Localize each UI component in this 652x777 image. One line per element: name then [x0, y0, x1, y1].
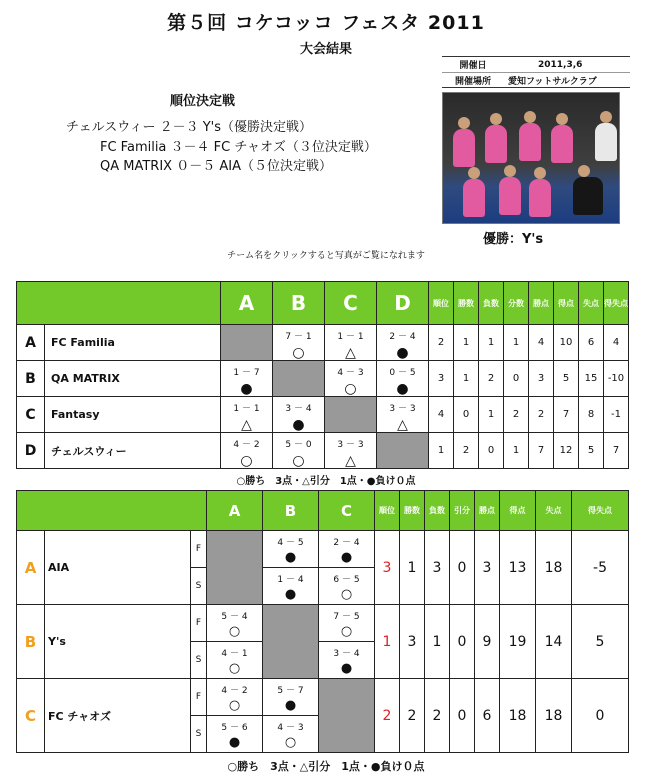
table-row — [17, 531, 629, 568]
stat-cell: -1 — [604, 397, 629, 433]
stat-cell: 0 — [454, 397, 479, 433]
final-match-3: QA MATRIX ０－５ AIA（５位決定戦） — [100, 159, 332, 174]
stat-cell: 5 — [579, 433, 604, 469]
result-symbol: ○ — [292, 452, 305, 469]
venue-value: 愛知フットサルクラブ — [508, 76, 597, 87]
venue-label: 開催場所 — [454, 76, 491, 87]
self-match-cell — [319, 679, 375, 753]
table1-header-blank — [17, 282, 221, 325]
self-match-cell — [263, 605, 319, 679]
stat-cell: 2 — [425, 679, 450, 753]
table2-stat-points: 勝点 — [475, 491, 500, 531]
table2-stat-losses: 負数 — [425, 491, 450, 531]
round-label: F — [191, 679, 207, 716]
table1-stat-points: 勝点 — [529, 282, 554, 325]
result-symbol: ○ — [228, 698, 241, 713]
table2-stat-rank: 順位 — [375, 491, 400, 531]
stat-cell: 1 — [504, 325, 529, 361]
result-cell-c-vs-b-s — [263, 716, 319, 753]
result-symbol: ○ — [340, 624, 353, 639]
stat-cell: 2 — [529, 397, 554, 433]
stat-cell: 2 — [454, 433, 479, 469]
stat-cell: 3 — [400, 605, 425, 679]
table-row — [17, 325, 629, 361]
result-cell-c-vs-a — [221, 397, 273, 433]
stat-cell: 1 — [479, 397, 504, 433]
result-symbol: ● — [284, 698, 297, 713]
date-value: 2011,3,6 — [538, 59, 583, 70]
stat-cell: 4 — [529, 325, 554, 361]
table2-header-blank — [17, 491, 207, 531]
stat-cell: 4 — [429, 397, 454, 433]
stat-cell: 3 — [429, 361, 454, 397]
round-label: F — [191, 531, 207, 568]
round-label: S — [191, 716, 207, 753]
team-name-link[interactable]: FC Familia — [45, 325, 221, 361]
table1-stat-goals-against: 失点 — [579, 282, 604, 325]
result-score: 5 － 7 — [277, 686, 304, 696]
table1-col-a: A — [221, 282, 273, 325]
result-score: 3 － 3 — [389, 403, 416, 414]
result-score: 4 － 2 — [233, 439, 260, 450]
team-name-link[interactable]: QA MATRIX — [45, 361, 221, 397]
table-row — [17, 679, 629, 716]
table1-col-b: B — [273, 282, 325, 325]
table-row — [17, 605, 629, 642]
self-match-cell — [207, 531, 263, 605]
result-symbol: ○ — [284, 735, 297, 750]
row-label: D — [17, 433, 45, 469]
stat-cell: 3 — [475, 531, 500, 605]
final-match-1: チェルスウィー ２－３ Y's（優勝決定戦） — [66, 120, 312, 135]
table1-stat-wins: 勝数 — [454, 282, 479, 325]
stat-cell: 18 — [536, 531, 572, 605]
result-cell-b-vs-d — [377, 361, 429, 397]
table2-stat-goals-for: 得点 — [500, 491, 536, 531]
result-symbol: ● — [284, 550, 297, 565]
winner-team-photo — [442, 92, 620, 224]
stat-cell: 0 — [504, 361, 529, 397]
stat-cell: 6 — [579, 325, 604, 361]
stat-cell: 18 — [536, 679, 572, 753]
result-symbol: ○ — [228, 661, 241, 676]
result-symbol: ○ — [228, 624, 241, 639]
stat-cell: 14 — [536, 605, 572, 679]
result-cell-d-vs-a — [221, 433, 273, 469]
result-cell-a-vs-c-s — [319, 568, 375, 605]
row-label: C — [17, 397, 45, 433]
result-symbol: ○ — [292, 344, 305, 361]
result-score: 1 － 7 — [233, 367, 260, 378]
result-score: 5 － 6 — [221, 723, 248, 733]
table2-col-b: B — [263, 491, 319, 531]
round-label: S — [191, 568, 207, 605]
result-cell-b-vs-c — [325, 361, 377, 397]
stat-cell: 1 — [504, 433, 529, 469]
stat-cell: 0 — [450, 679, 475, 753]
table2-stat-wins: 勝数 — [400, 491, 425, 531]
stat-cell: 0 — [479, 433, 504, 469]
result-cell-b-vs-a — [221, 361, 273, 397]
stat-cell: 18 — [500, 679, 536, 753]
table1-stat-goal-diff: 得失点 — [604, 282, 629, 325]
stat-cell: -5 — [572, 531, 629, 605]
result-symbol: △ — [397, 416, 408, 433]
table-row — [17, 397, 629, 433]
table1-stat-rank: 順位 — [429, 282, 454, 325]
result-symbol: ● — [240, 380, 253, 397]
table1-col-d: D — [377, 282, 429, 325]
stat-cell: 3 — [425, 531, 450, 605]
result-score: 1 － 1 — [337, 331, 364, 342]
result-score: 4 － 1 — [221, 649, 248, 659]
stat-cell: 7 — [604, 433, 629, 469]
round-label: S — [191, 642, 207, 679]
stat-cell: 2 — [479, 361, 504, 397]
row-label: C — [17, 679, 45, 753]
result-symbol: △ — [345, 452, 356, 469]
result-score: 3 － 3 — [337, 439, 364, 450]
table1-stat-goals-for: 得点 — [554, 282, 579, 325]
result-score: 0 － 5 — [389, 367, 416, 378]
row-label: A — [17, 325, 45, 361]
table2-col-c: C — [319, 491, 375, 531]
stat-cell: 8 — [579, 397, 604, 433]
stat-cell: 2 — [400, 679, 425, 753]
result-score: 4 － 2 — [221, 686, 248, 696]
self-match-cell — [325, 397, 377, 433]
result-score: 4 － 3 — [337, 367, 364, 378]
team-name-link[interactable]: チェルスウィー — [45, 433, 221, 469]
stat-cell: 12 — [554, 433, 579, 469]
photo-note: チーム名をクリックすると写真がご覧になれます — [227, 251, 425, 261]
result-cell-c-vs-a-s — [207, 716, 263, 753]
result-cell-a-vs-c — [325, 325, 377, 361]
stat-cell: 1 — [479, 325, 504, 361]
table-row — [17, 361, 629, 397]
result-cell-c-vs-a-f — [207, 679, 263, 716]
result-symbol: △ — [345, 344, 356, 361]
league-table-1 — [16, 281, 629, 469]
event-info — [442, 56, 630, 88]
result-cell-a-vs-d — [377, 325, 429, 361]
legend-table-1: ○勝ち 3点・△引分 1点・●負け０点 — [236, 476, 416, 487]
team-name-link[interactable]: AIA — [45, 531, 191, 605]
row-label: B — [17, 361, 45, 397]
table2-stat-draws: 引分 — [450, 491, 475, 531]
result-score: 4 － 3 — [277, 723, 304, 733]
stat-cell: 5 — [554, 361, 579, 397]
table2-stat-goal-diff: 得失点 — [572, 491, 629, 531]
result-cell-b-vs-c-f — [319, 605, 375, 642]
self-match-cell — [273, 361, 325, 397]
stat-cell: 10 — [554, 325, 579, 361]
stat-cell: 0 — [572, 679, 629, 753]
stat-cell: 1 — [454, 361, 479, 397]
winner-label: 優勝：Y's — [483, 232, 544, 247]
result-symbol: ○ — [340, 587, 353, 602]
self-match-cell — [221, 325, 273, 361]
stat-cell: 1 — [429, 433, 454, 469]
result-cell-d-vs-b — [273, 433, 325, 469]
team-name-link[interactable]: Fantasy — [45, 397, 221, 433]
team-name-link[interactable]: FC チャオズ — [45, 679, 191, 753]
result-cell-c-vs-b-f — [263, 679, 319, 716]
stat-cell: 0 — [450, 531, 475, 605]
result-score: 7 － 1 — [285, 331, 312, 342]
stat-cell: 1 — [375, 605, 400, 679]
table-row — [17, 433, 629, 469]
result-symbol: ● — [228, 735, 241, 750]
result-cell-b-vs-a-f — [207, 605, 263, 642]
stat-cell: 4 — [604, 325, 629, 361]
row-label: B — [17, 605, 45, 679]
finals-heading: 順位決定戦 — [170, 94, 236, 109]
table1-col-c: C — [325, 282, 377, 325]
result-cell-a-vs-b-s — [263, 568, 319, 605]
result-symbol: ● — [292, 416, 305, 433]
stat-cell: 7 — [529, 433, 554, 469]
result-symbol: ● — [340, 661, 353, 676]
result-score: 7 － 5 — [333, 612, 360, 622]
stat-cell: 9 — [475, 605, 500, 679]
result-score: 6 － 5 — [333, 575, 360, 585]
stat-cell: 6 — [475, 679, 500, 753]
result-score: 3 － 4 — [285, 403, 312, 414]
team-name-link[interactable]: Y's — [45, 605, 191, 679]
stat-cell: 2 — [429, 325, 454, 361]
table2-col-a: A — [207, 491, 263, 531]
row-label: A — [17, 531, 45, 605]
result-cell-b-vs-c-s — [319, 642, 375, 679]
stat-cell: 2 — [375, 679, 400, 753]
stat-cell: 7 — [554, 397, 579, 433]
result-cell-c-vs-b — [273, 397, 325, 433]
result-cell-a-vs-b-f — [263, 531, 319, 568]
result-score: 5 － 0 — [285, 439, 312, 450]
stat-cell: 1 — [425, 605, 450, 679]
stat-cell: 3 — [529, 361, 554, 397]
result-cell-c-vs-d — [377, 397, 429, 433]
result-cell-a-vs-c-f — [319, 531, 375, 568]
result-symbol: ● — [340, 550, 353, 565]
result-score: 2 － 4 — [389, 331, 416, 342]
result-symbol: ● — [396, 380, 409, 397]
league-table-2 — [16, 490, 629, 753]
result-symbol: ● — [284, 587, 297, 602]
result-symbol: ○ — [344, 380, 357, 397]
result-symbol: ○ — [240, 452, 253, 469]
page-subtitle: 大会結果 — [299, 42, 352, 57]
stat-cell: 15 — [579, 361, 604, 397]
result-symbol: ● — [396, 344, 409, 361]
stat-cell: 13 — [500, 531, 536, 605]
stat-cell: 1 — [454, 325, 479, 361]
result-score: 5 － 4 — [221, 612, 248, 622]
stat-cell: 5 — [572, 605, 629, 679]
stat-cell: 0 — [450, 605, 475, 679]
result-score: 3 － 4 — [333, 649, 360, 659]
legend-table-2: ○勝ち 3点・△引分 1点・●負け０点 — [227, 760, 425, 773]
table1-stat-draws: 分数 — [504, 282, 529, 325]
stat-cell: 19 — [500, 605, 536, 679]
result-cell-d-vs-c — [325, 433, 377, 469]
table1-stat-losses: 負数 — [479, 282, 504, 325]
result-score: 4 － 5 — [277, 538, 304, 548]
date-label: 開催日 — [459, 61, 487, 71]
result-score: 1 － 4 — [277, 575, 304, 585]
stat-cell: 3 — [375, 531, 400, 605]
self-match-cell — [377, 433, 429, 469]
stat-cell: 1 — [400, 531, 425, 605]
result-symbol: △ — [241, 416, 252, 433]
result-score: 1 － 1 — [233, 403, 260, 414]
final-match-2: FC Familia ３－４ FC チャオズ（３位決定戦） — [100, 140, 377, 155]
result-cell-a-vs-b — [273, 325, 325, 361]
stat-cell: -10 — [604, 361, 629, 397]
round-label: F — [191, 605, 207, 642]
table2-stat-goals-against: 失点 — [536, 491, 572, 531]
result-score: 2 － 4 — [333, 538, 360, 548]
result-cell-b-vs-a-s — [207, 642, 263, 679]
page-title: 第５回 コケコッコ フェスタ 2011 — [167, 12, 485, 34]
stat-cell: 2 — [504, 397, 529, 433]
